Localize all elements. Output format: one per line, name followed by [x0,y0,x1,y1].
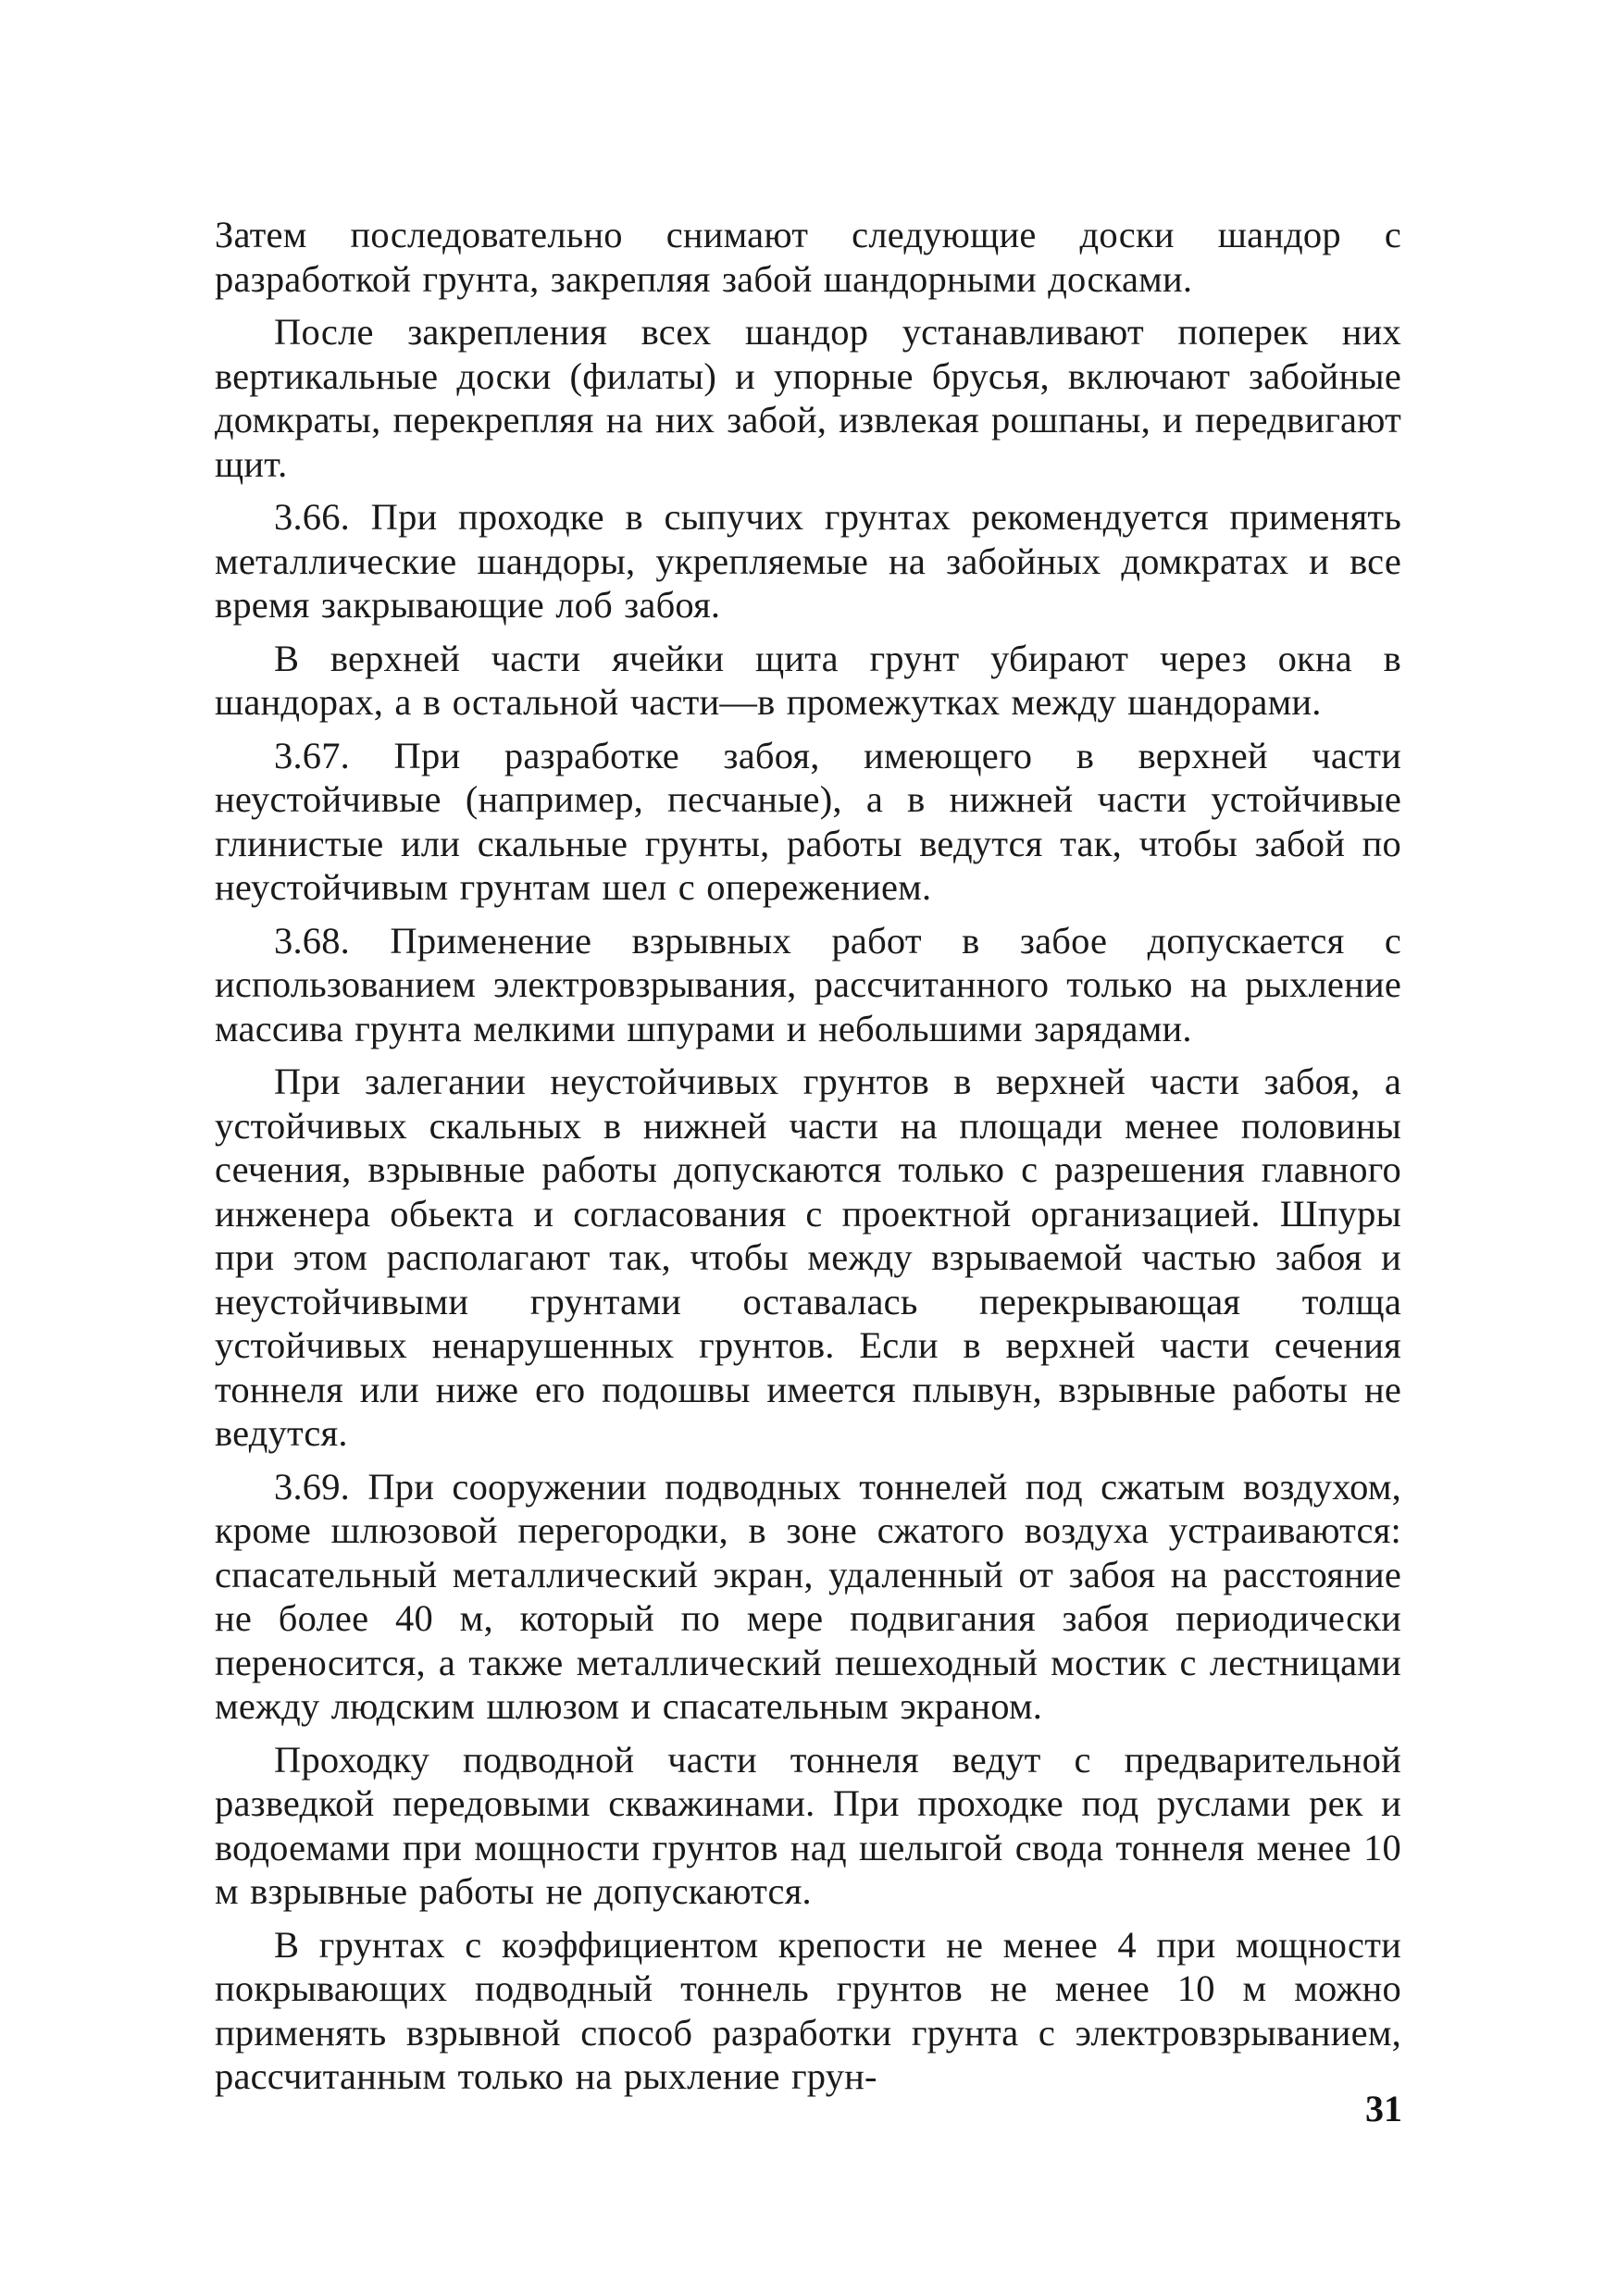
paragraph-3-66: 3.66. При проходке в сыпучих грунтах рекомендуется применять металлические шандоры, укрепляемые на забойных домкратах и все время закрывающие лоб забоя. [215,496,1401,626]
paragraph: Проходку подводной части тоннеля ведут с предварительной разведкой передовыми скважинами. При проходке под руслами рек и водоемами при мощности грунтов над шелыгой свода тоннеля менее 10 м взрывные работы не допускаются. [215,1738,1401,1912]
paragraph-3-68: 3.68. Применение взрывных работ в забое допускается с использованием электровзрывания, рассчитанного только на рыхление массива грунта мелкими шпурами и небольшими зарядами. [215,919,1401,1049]
paragraph-3-69: 3.69. При сооружении подводных тоннелей под сжатым воздухом, кроме шлюзовой перегородки, в зоне сжатого воздуха устраиваются: спасательный металлический экран, удаленный от забоя на расстояние не более 40 м, который по мере подвигания забоя периодически переносится, а также металлический пешеходный мостик с лестницами между людским шлюзом и спасательным экраном. [215,1465,1401,1727]
paragraph: После закрепления всех шандор устанавливают поперек них вертикальные доски (филаты) и упорные брусья, включают забойные домкраты, перекрепляя на них забой, извлекая рошпаны, и передвигают щит. [215,311,1401,485]
page-number: 31 [1365,2088,1402,2129]
paragraph: В верхней части ячейки щита грунт убирают через окна в шандорах, а в остальной части—в промежутках между шандорами. [215,637,1401,723]
paragraph-3-67: 3.67. При разработке забоя, имеющего в верхней части неустойчивые (например, песчаные), а в нижней части устойчивые глинистые или скальные грунты, работы ведутся так, чтобы забой по неустойчивым грунтам шел с опережением. [215,734,1401,908]
page-body [215,213,1401,2108]
paragraph: Затем последовательно снимают следующие доски шандор с разработкой грунта, закрепляя забой шандорными досками. [215,214,1401,300]
paragraph: При залегании неустойчивых грунтов в верхней части забоя, а устойчивых скальных в нижней части на площади менее половины сечения, взрывные работы допускаются только с разрешения главного инженера обьекта и согласования с проектной организацией. Шпуры при этом располагают так, чтобы между взрываемой частью забоя и неустойчивыми грунтами оставалась перекрывающая толща устойчивых ненарушенных грунтов. Если в верхней части сечения тоннеля или ниже его подошвы имеется плывун, взрывные работы не ведутся. [215,1061,1401,1454]
paragraph: В грунтах с коэффициентом крепости не менее 4 при мощности покрывающих подводный тоннель грунтов не менее 10 м можно применять взрывной способ разработки грунта с электровзрыванием, рассчитанным только на рыхление грун- [215,1923,1401,2097]
